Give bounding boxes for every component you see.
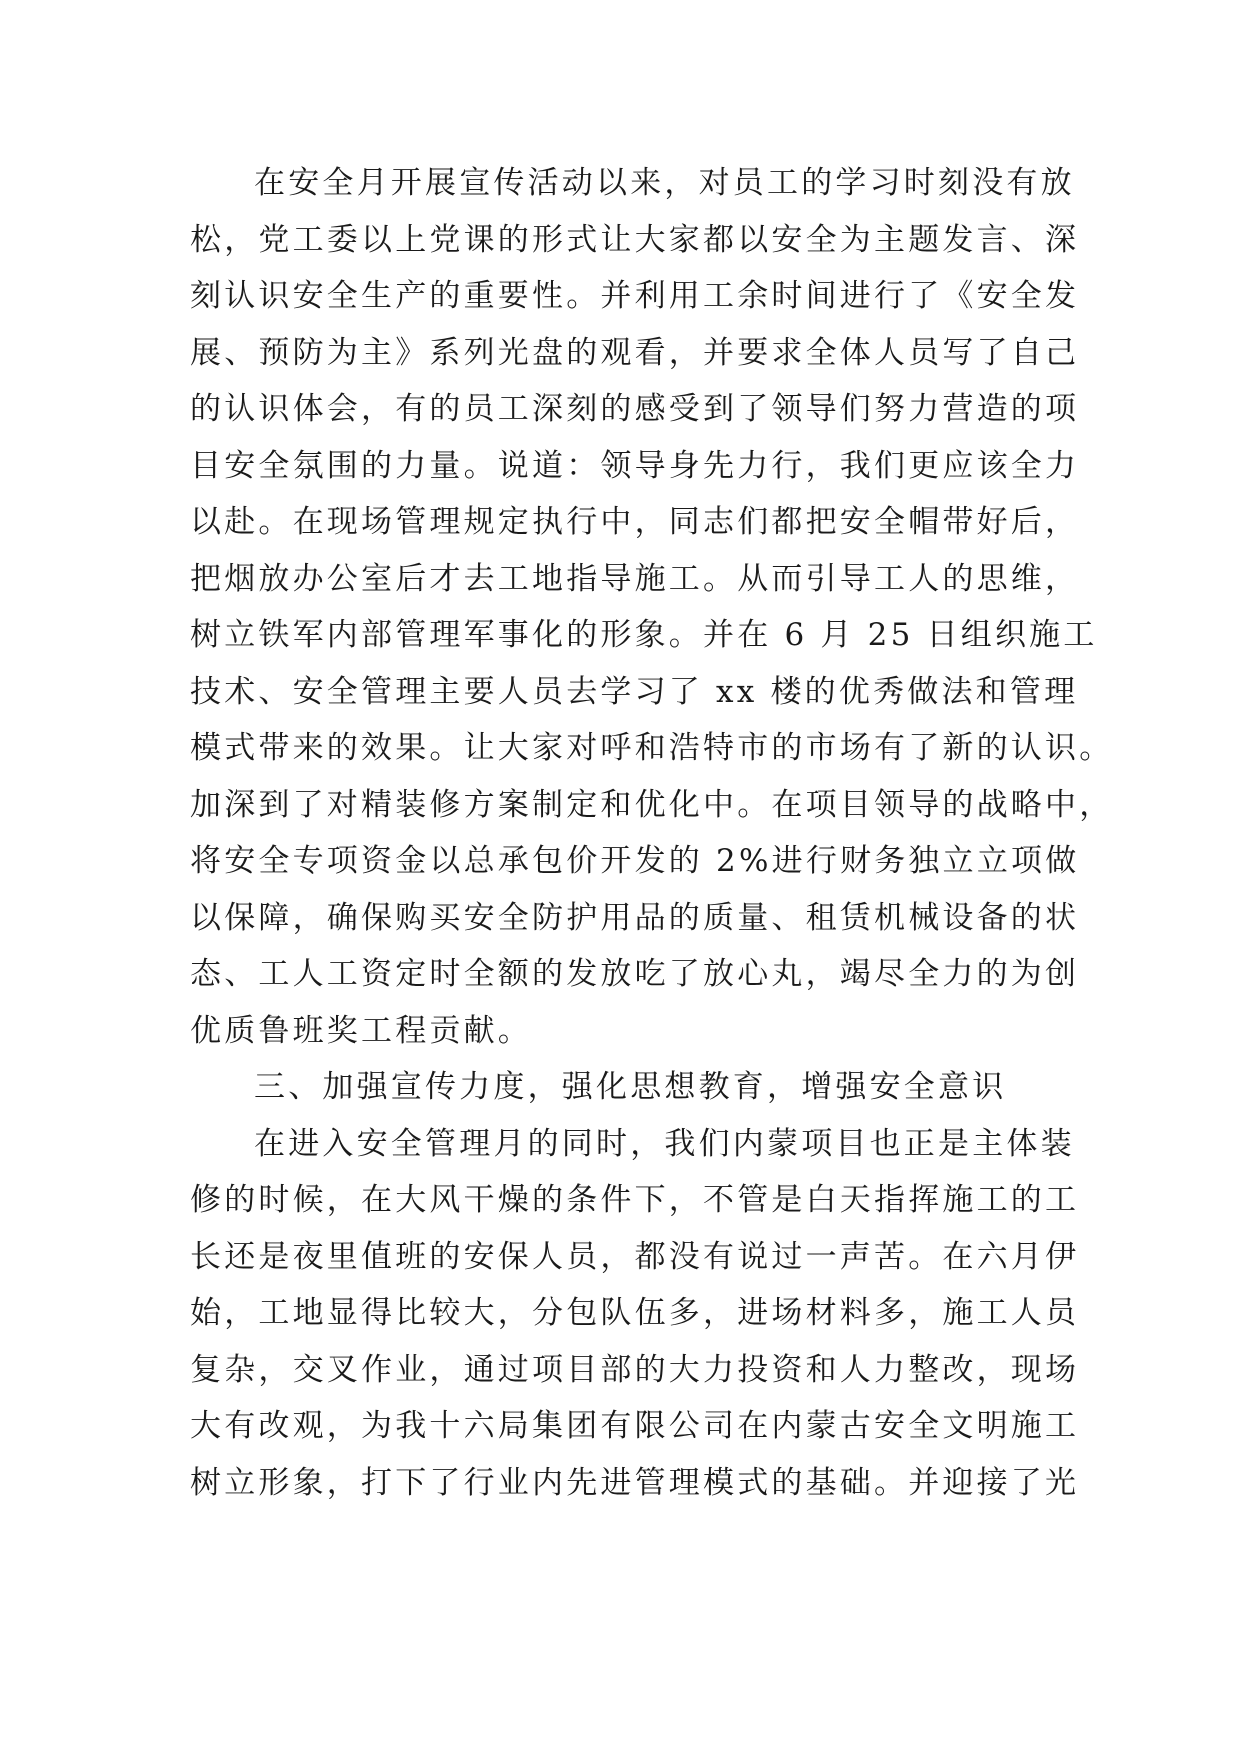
paragraph-line: 目安全氛围的力量。说道：领导身先力行，我们更应该全力 xyxy=(190,447,1080,484)
paragraph-line: 技术、安全管理主要人员去学习了 xx 楼的优秀做法和管理 xyxy=(190,673,1079,710)
paragraph-line: 树立铁军内部管理军事化的形象。并在 6 月 25 日组织施工 xyxy=(190,617,1098,653)
paragraph-line: 展、预防为主》系列光盘的观看，并要求全体人员写了自己 xyxy=(190,334,1080,371)
paragraph-line: 以保障，确保购买安全防护用品的质量、租赁机械设备的状 xyxy=(190,899,1080,936)
paragraph-line: 复杂，交叉作业，通过项目部的大力投资和人力整改，现场 xyxy=(190,1351,1080,1388)
document-body xyxy=(190,155,1114,1511)
paragraph-line: 优质鲁班奖工程贡献。 xyxy=(190,1012,532,1049)
paragraph xyxy=(190,1116,1080,1512)
paragraph-line: 把烟放办公室后才去工地指导施工。从而引导工人的思维， xyxy=(190,560,1080,597)
paragraph-line: 模式带来的效果。让大家对呼和浩特市的市场有了新的认识。 xyxy=(190,730,1114,766)
section-heading: 三、加强宣传力度，强化思想教育，增强安全意识 xyxy=(254,1069,1007,1105)
paragraph-line: 的认识体会，有的员工深刻的感受到了领导们努力营造的项 xyxy=(190,391,1080,427)
paragraph-line: 修的时候，在大风干燥的条件下，不管是白天指挥施工的工 xyxy=(190,1182,1080,1218)
paragraph-line: 始，工地显得比较大，分包队伍多，进场材料多，施工人员 xyxy=(190,1295,1080,1331)
paragraph-line: 松，党工委以上党课的形式让大家都以安全为主题发言、深 xyxy=(190,221,1080,258)
paragraph-line: 将安全专项资金以总承包价开发的 2%进行财务独立立项做 xyxy=(190,843,1080,879)
paragraph-line: 长还是夜里值班的安保人员，都没有说过一声苦。在六月伊 xyxy=(190,1238,1080,1275)
paragraph-line: 刻认识安全生产的重要性。并利用工余时间进行了《安全发 xyxy=(190,278,1080,314)
paragraph-line: 在进入安全管理月的同时，我们内蒙项目也正是主体装 xyxy=(254,1125,1075,1162)
paragraph-line: 大有改观，为我十六局集团有限公司在内蒙古安全文明施工 xyxy=(190,1408,1080,1444)
paragraph-line: 在安全月开展宣传活动以来，对员工的学习时刻没有放 xyxy=(254,165,1075,201)
paragraph-line: 以赴。在现场管理规定执行中，同志们都把安全帽带好后， xyxy=(190,504,1080,540)
paragraph xyxy=(190,155,1114,1059)
paragraph-line: 树立形象，打下了行业内先进管理模式的基础。并迎接了光 xyxy=(190,1464,1080,1501)
paragraph-line: 态、工人工资定时全额的发放吃了放心丸，竭尽全力的为创 xyxy=(190,956,1080,992)
paragraph-line: 加深到了对精装修方案制定和优化中。在项目领导的战略中， xyxy=(190,786,1114,823)
